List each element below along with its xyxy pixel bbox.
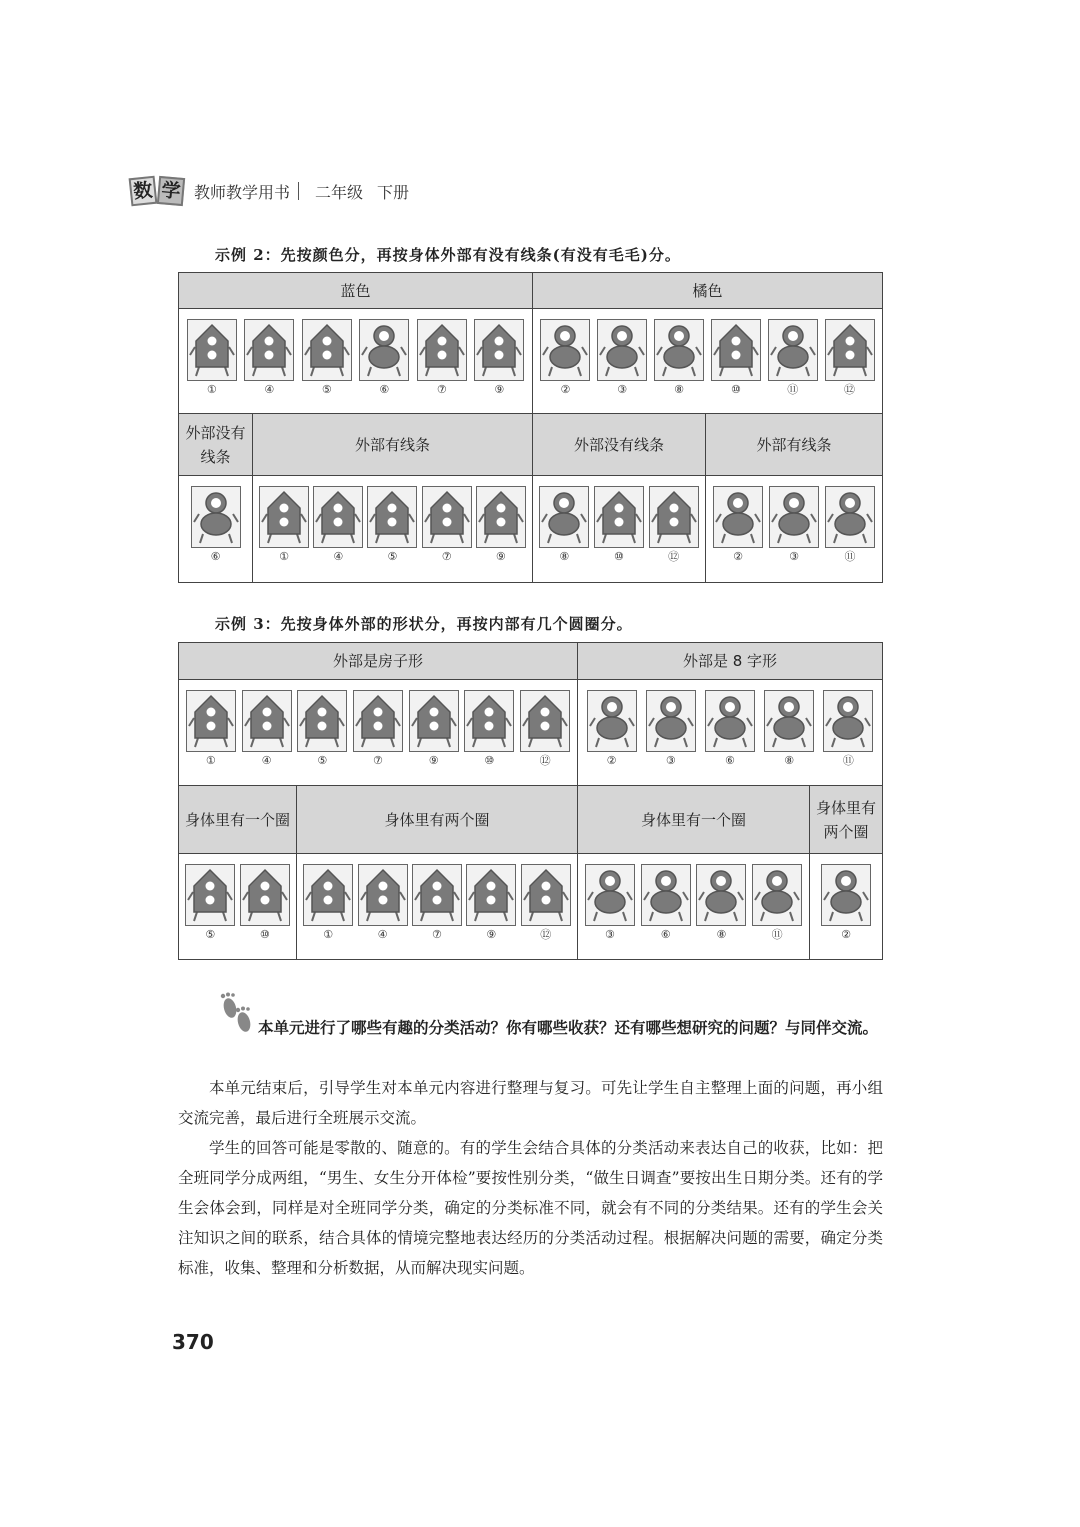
monster-number: ⑪ [844, 550, 856, 563]
example2-table [178, 272, 883, 583]
monster-illustration [313, 486, 363, 548]
monster-illustration [358, 864, 408, 926]
monster-figure [191, 486, 241, 564]
monster-figure [240, 864, 290, 942]
monster-number: ① [206, 383, 217, 396]
monster-figure [769, 486, 819, 564]
monster-number: ⑤ [205, 928, 216, 941]
blue-group [179, 309, 533, 414]
monster-number: ⑦ [373, 754, 383, 767]
monster-illustration [242, 690, 292, 752]
eight-group [578, 680, 882, 786]
monster-illustration [297, 690, 347, 752]
monster-illustration [521, 864, 571, 926]
monster-number: ⑪ [842, 754, 854, 767]
sub-header: 身体里有两个圈 [810, 786, 882, 854]
monster-figure [367, 486, 417, 564]
monster-illustration [476, 486, 526, 548]
monster-illustration [240, 864, 290, 926]
monster-figure [711, 319, 761, 397]
monster-illustration [585, 864, 635, 926]
monster-number: ⑥ [210, 550, 221, 563]
sub-group [810, 854, 882, 959]
monster-number: ⑦ [432, 928, 442, 941]
monster-number: ⑨ [494, 383, 505, 396]
monster-figure [359, 319, 409, 397]
monster-figure [409, 690, 459, 768]
monster-illustration [302, 319, 352, 381]
monster-figure [259, 486, 309, 564]
paragraph-1: 本单元结束后，引导学生对本单元内容进行整理与复习。可先让学生自主整理上面的问题，再小组交流完善，最后进行全班展示交流。 [178, 1079, 883, 1127]
sub-group [578, 854, 810, 959]
monster-illustration [649, 486, 699, 548]
monster-illustration [711, 319, 761, 381]
monster-number: ⑪ [787, 383, 799, 396]
monster-illustration [764, 690, 814, 752]
monster-illustration [187, 319, 237, 381]
monster-number: ① [323, 928, 334, 941]
monster-figure [313, 486, 363, 564]
monster-illustration [359, 319, 409, 381]
monster-number: ④ [377, 928, 388, 941]
monster-illustration [594, 486, 644, 548]
monster-figure [585, 864, 635, 942]
monster-figure [303, 864, 353, 942]
book-title: 教师教学用书 [194, 182, 291, 202]
monster-illustration [185, 864, 235, 926]
monster-figure [417, 319, 467, 397]
monster-illustration [654, 319, 704, 381]
monster-number: ⑥ [379, 383, 390, 396]
monster-number: ⑫ [540, 928, 552, 941]
monster-figure [752, 864, 802, 942]
monster-illustration [646, 690, 696, 752]
monster-illustration [520, 690, 570, 752]
monster-figure [654, 319, 704, 397]
monster-figure [705, 690, 755, 768]
monster-figure [764, 690, 814, 768]
monster-figure [521, 864, 571, 942]
monster-number: ⑨ [428, 754, 439, 767]
monster-illustration [409, 690, 459, 752]
monster-figure [713, 486, 763, 564]
monster-figure [412, 864, 462, 942]
sub-header: 身体里有一个圈 [578, 786, 810, 854]
sub-group [179, 854, 297, 959]
monster-figure [186, 690, 236, 768]
monster-number: ② [841, 928, 851, 941]
monster-figure [540, 319, 590, 397]
monster-number: ⑩ [259, 928, 270, 941]
monster-illustration [821, 864, 871, 926]
monster-figure [696, 864, 746, 942]
grade: 二年级 [315, 182, 364, 202]
monster-number: ⑧ [674, 383, 684, 396]
monster-illustration [705, 690, 755, 752]
monster-illustration [353, 690, 403, 752]
monster-number: ④ [264, 383, 275, 396]
sub-group [533, 476, 706, 582]
monster-figure [187, 319, 237, 397]
monster-figure [476, 486, 526, 564]
monster-figure [825, 486, 875, 564]
monster-figure [358, 864, 408, 942]
monster-illustration [412, 864, 462, 926]
monster-number: ③ [617, 383, 628, 396]
sub-header: 外部有线条 [706, 414, 882, 476]
monster-figure [646, 690, 696, 768]
monster-number: ② [560, 383, 571, 396]
monster-figure [823, 690, 873, 768]
sub-header: 外部没有线条 [533, 414, 706, 476]
monster-number: ① [205, 754, 216, 767]
monster-illustration [825, 486, 875, 548]
monster-figure [297, 690, 347, 768]
monster-illustration [769, 486, 819, 548]
monster-illustration [539, 486, 589, 548]
monster-number: ⑤ [317, 754, 328, 767]
monster-number: ⑦ [436, 383, 447, 396]
monster-number: ⑫ [668, 550, 680, 563]
monster-illustration [186, 690, 236, 752]
monster-number: ⑤ [387, 550, 398, 563]
math-logo [130, 177, 186, 205]
monster-figure [768, 319, 818, 397]
monster-illustration [540, 319, 590, 381]
monster-illustration [587, 690, 637, 752]
monster-illustration [422, 486, 472, 548]
example3-table [178, 642, 883, 960]
monster-number: ⑦ [441, 550, 452, 563]
monster-illustration [464, 690, 514, 752]
monster-illustration [191, 486, 241, 548]
sub-group [253, 476, 533, 582]
monster-figure [185, 864, 235, 942]
monster-figure [594, 486, 644, 564]
monster-figure [422, 486, 472, 564]
monster-number: ③ [604, 928, 615, 941]
monster-number: ② [733, 550, 743, 563]
monster-number: ③ [789, 550, 799, 563]
monster-number: ⑨ [495, 550, 506, 563]
monster-illustration [466, 864, 516, 926]
page-number: 370 [172, 1330, 214, 1354]
monster-number: ⑧ [784, 754, 795, 767]
monster-number: ⑩ [484, 754, 495, 767]
sub-header: 身体里有两个圈 [297, 786, 578, 854]
monster-number: ④ [261, 754, 272, 767]
monster-figure [649, 486, 699, 564]
monster-figure [353, 690, 403, 768]
discussion-question: 本单元进行了哪些有趣的分类活动？你有哪些收获？还有哪些想研究的问题？与同伴交流。 [258, 1018, 879, 1037]
monster-number: ⑨ [486, 928, 497, 941]
monster-number: ⑧ [716, 928, 727, 941]
sub-group [297, 854, 578, 959]
monster-figure [597, 319, 647, 397]
monster-number: ⑪ [771, 928, 783, 941]
monster-figure [244, 319, 294, 397]
monster-illustration [303, 864, 353, 926]
monster-illustration [752, 864, 802, 926]
monster-number: ⑥ [660, 928, 671, 941]
monster-number: ① [279, 550, 290, 563]
monster-illustration [474, 319, 524, 381]
header-house: 外部是房子形 [179, 643, 578, 680]
monster-number: ⑩ [730, 383, 741, 396]
monster-illustration [823, 690, 873, 752]
monster-number: ⑥ [725, 754, 735, 767]
monster-illustration [259, 486, 309, 548]
monster-number: ③ [665, 754, 676, 767]
monster-figure [641, 864, 691, 942]
sub-group [706, 476, 882, 582]
monster-illustration [597, 319, 647, 381]
monster-figure [464, 690, 514, 768]
orange-group [533, 309, 882, 414]
monster-illustration [825, 319, 875, 381]
monster-number: ⑫ [844, 383, 856, 396]
page-header [130, 176, 409, 206]
monster-number: ⑧ [559, 550, 570, 563]
monster-figure [466, 864, 516, 942]
monster-illustration [696, 864, 746, 926]
house-group [179, 680, 578, 786]
monster-figure [242, 690, 292, 768]
header-eight: 外部是 8 字形 [578, 643, 882, 680]
logo-char: 学 [157, 176, 185, 206]
sub-group [179, 476, 253, 582]
monster-illustration [417, 319, 467, 381]
sub-header: 身体里有一个圈 [179, 786, 297, 854]
monster-figure [302, 319, 352, 397]
monster-illustration [367, 486, 417, 548]
monster-figure [474, 319, 524, 397]
monster-number: ⑩ [614, 550, 624, 563]
monster-figure [825, 319, 875, 397]
paragraph-2: 学生的回答可能是零散的、随意的。有的学生会结合具体的分类活动来表达自己的收获，比如：把全班同学分成两组，“男生、女生分开体检”要按性别分类，“做生日调查”要按出生日期分类。还有的学生会体会到，同样是对全班同学分类，确定的分类标准不同，就会有不同的分类结果。还有的学生会关注知识之间的联系，结合具体的情境完整地表达经历的分类活动过程。根据解决问题的需要，确定分类标准，收集、整理和分析数据，从而解决现实问题。 [178, 1139, 883, 1277]
monster-figure [520, 690, 570, 768]
monster-number: ⑫ [539, 754, 551, 767]
monster-illustration [768, 319, 818, 381]
header-orange: 橘色 [533, 273, 882, 309]
sub-header: 外部有线条 [253, 414, 533, 476]
volume: 下册 [377, 182, 410, 202]
example2-caption: 示例 2：先按颜色分，再按身体外部有没有线条(有没有毛毛)分。 [215, 246, 681, 264]
logo-char: 数 [129, 176, 158, 207]
monster-illustration [244, 319, 294, 381]
sub-header: 外部没有线条 [179, 414, 253, 476]
monster-figure [821, 864, 871, 942]
example3-caption: 示例 3：先按身体外部的形状分，再按内部有几个圆圈分。 [215, 615, 633, 633]
monster-illustration [641, 864, 691, 926]
monster-number: ② [606, 754, 617, 767]
monster-figure [587, 690, 637, 768]
monster-number: ⑤ [321, 383, 332, 396]
monster-illustration [713, 486, 763, 548]
divider [298, 182, 299, 200]
monster-figure [539, 486, 589, 564]
header-blue: 蓝色 [179, 273, 533, 309]
monster-number: ④ [333, 550, 344, 563]
